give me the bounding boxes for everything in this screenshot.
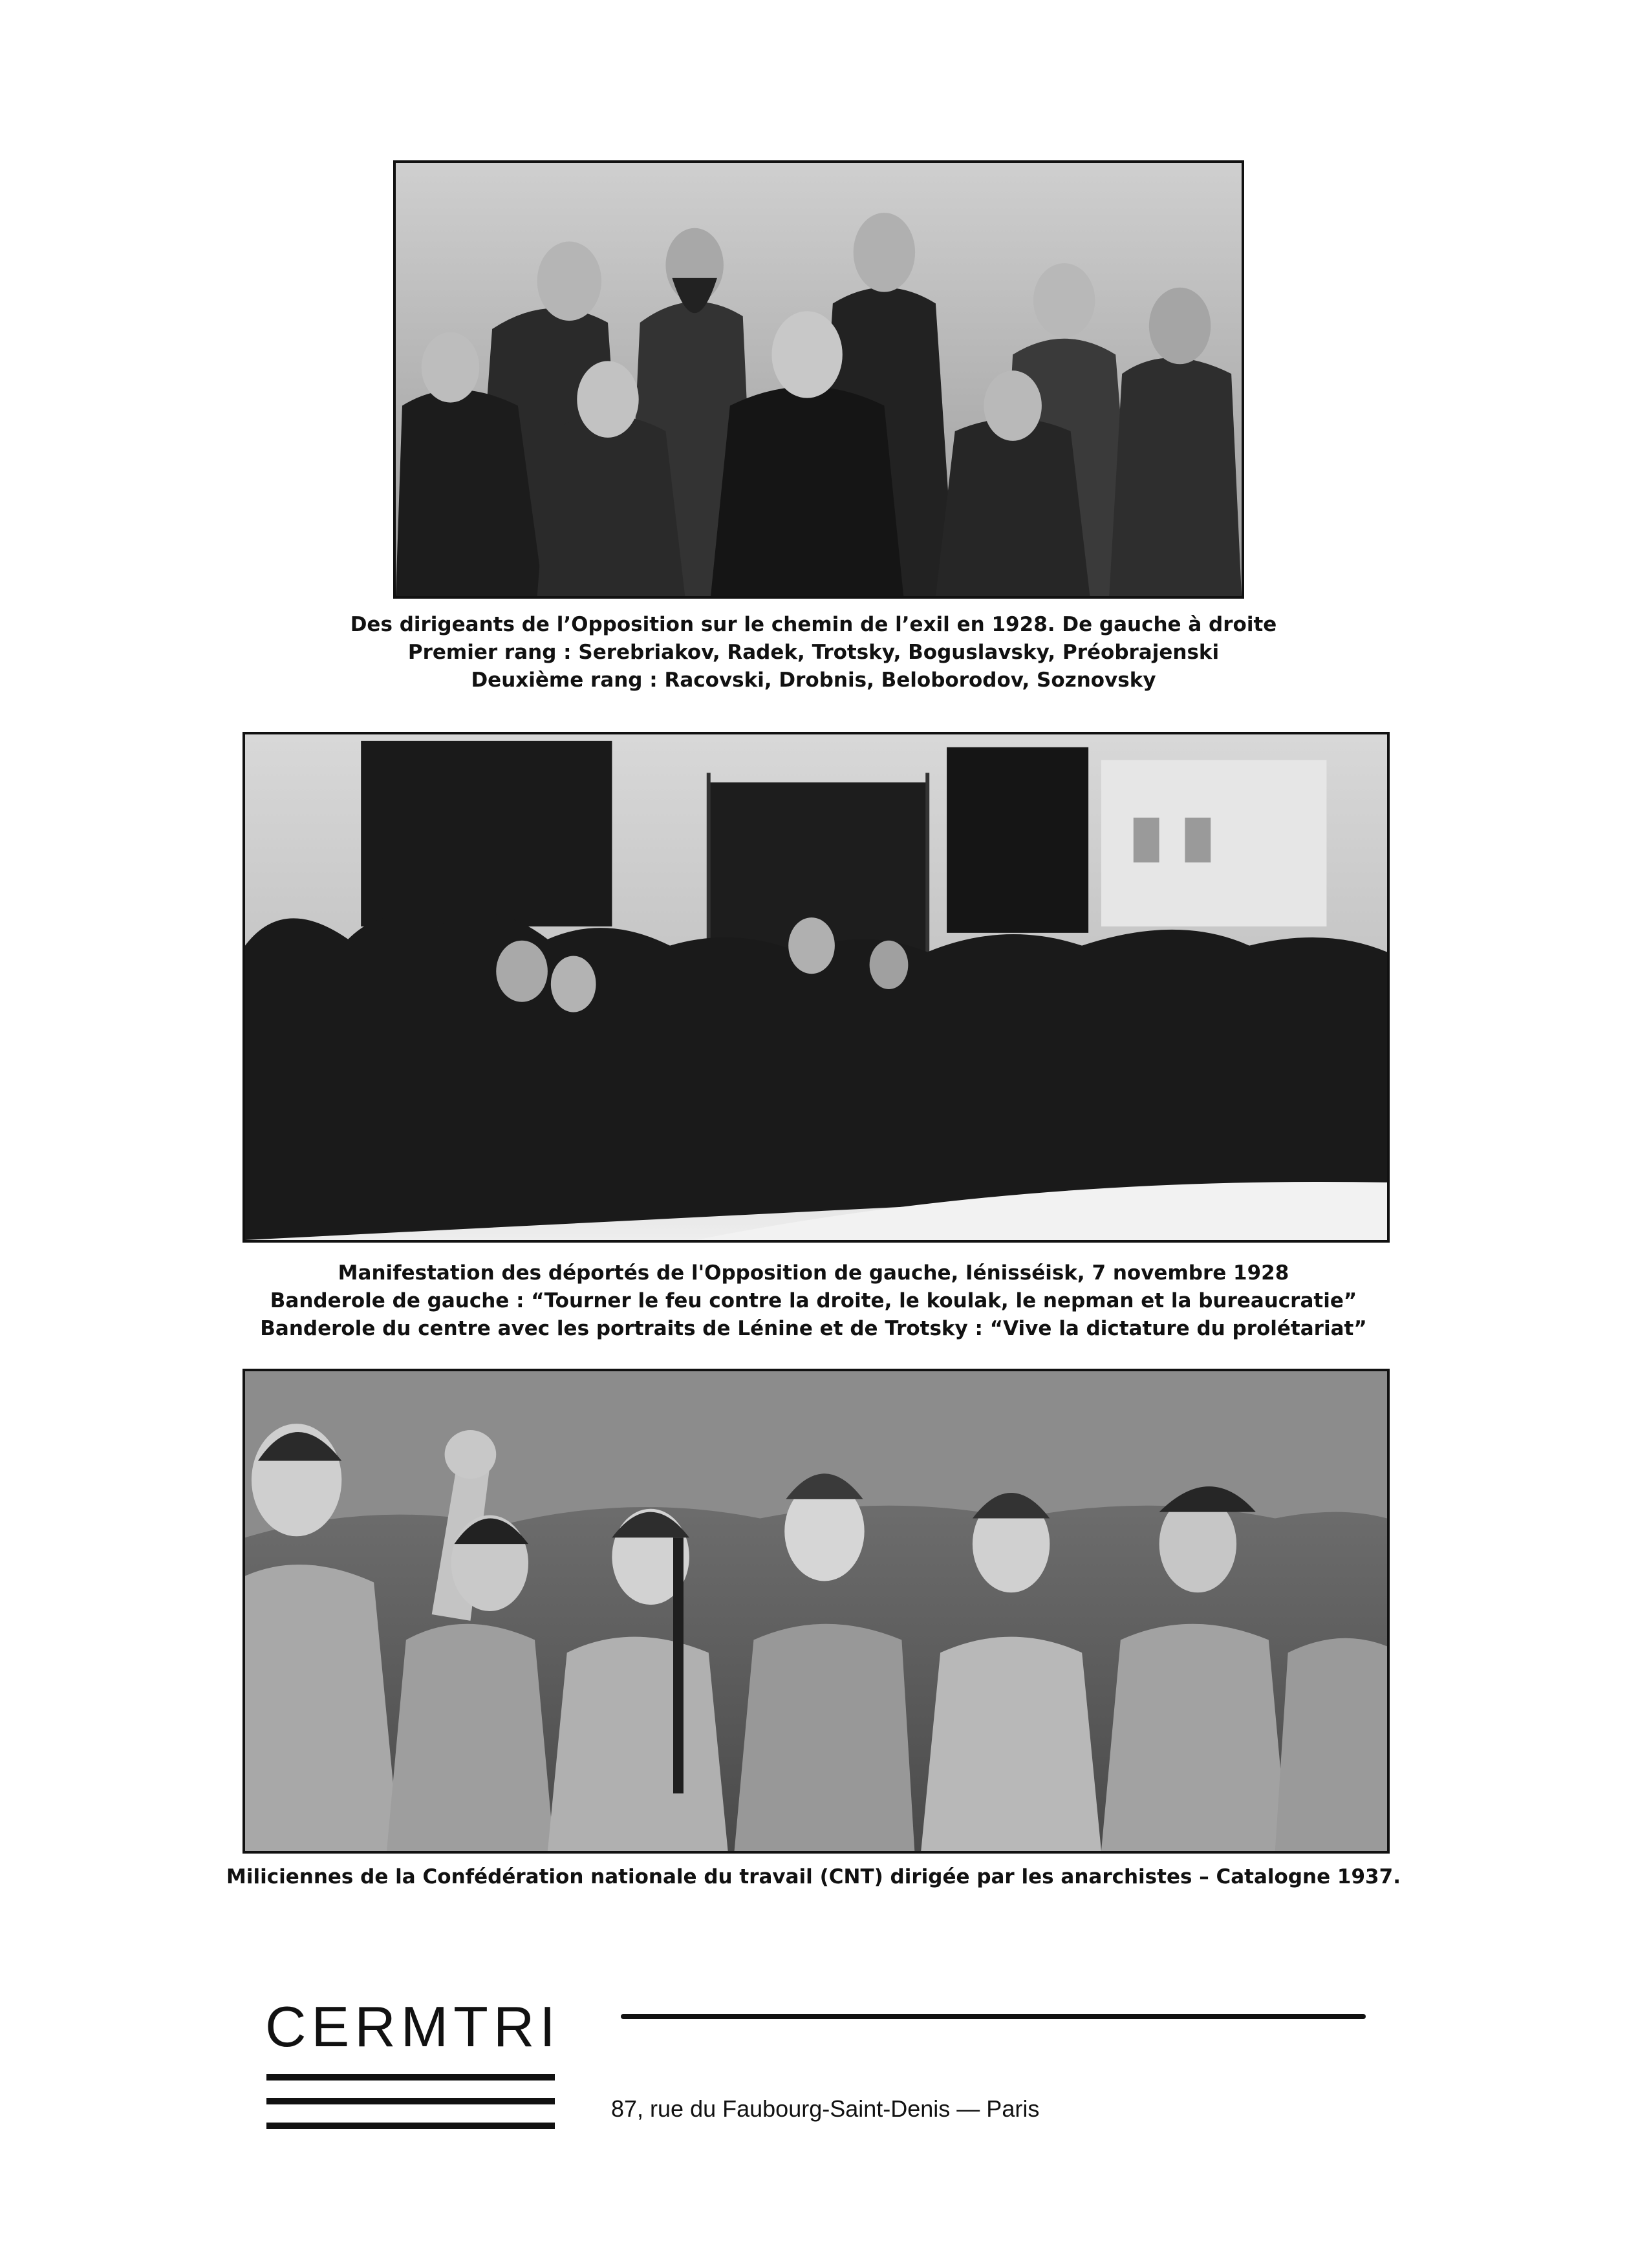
caption-line: Miliciennes de la Confédération nationale du travail (CNT) dirigée par les anarchistes – Catalogne 1937. <box>226 1865 1401 1888</box>
demonstration-photo-icon <box>245 734 1387 1240</box>
logo-stripe <box>266 2074 555 2081</box>
footer-address: 87, rue du Faubourg-Saint-Denis — Paris <box>611 2095 1040 2122</box>
cermtri-logo <box>265 1995 561 2143</box>
militia-women-photo-icon <box>245 1371 1387 1851</box>
group-portrait-photo-icon <box>396 163 1242 596</box>
caption-line: Deuxième rang : Racovski, Drobnis, Beloborodov, Soznovsky <box>471 669 1156 692</box>
caption-line: Manifestation des déportés de l'Opposition de gauche, Iénisséisk, 7 novembre 1928 <box>338 1261 1289 1285</box>
footer-divider <box>621 2014 1366 2019</box>
caption-line: Des dirigeants de l’Opposition sur le chemin de l’exil en 1928. De gauche à droite <box>350 613 1277 636</box>
opposition-leaders-photo <box>393 160 1244 599</box>
caption-deportees-demonstration <box>0 1259 1627 1343</box>
logo-text: CERMTRI <box>265 1995 561 2059</box>
cnt-militia-women-photo <box>242 1369 1390 1854</box>
logo-stripe <box>266 2123 555 2129</box>
caption-line: Banderole de gauche : “Tourner le feu contre la droite, le koulak, le nepman et la bureaucratie” <box>270 1289 1357 1312</box>
caption-opposition-leaders <box>0 611 1627 694</box>
logo-stripe <box>266 2098 555 2104</box>
caption-line: Premier rang : Serebriakov, Radek, Trotsky, Boguslavsky, Préobrajenski <box>407 641 1220 664</box>
deportees-demonstration-photo <box>242 732 1390 1243</box>
caption-cnt-militia-women <box>0 1863 1627 1891</box>
caption-line: Banderole du centre avec les portraits de Lénine et de Trotsky : “Vive la dictature du prolétariat” <box>260 1317 1367 1340</box>
